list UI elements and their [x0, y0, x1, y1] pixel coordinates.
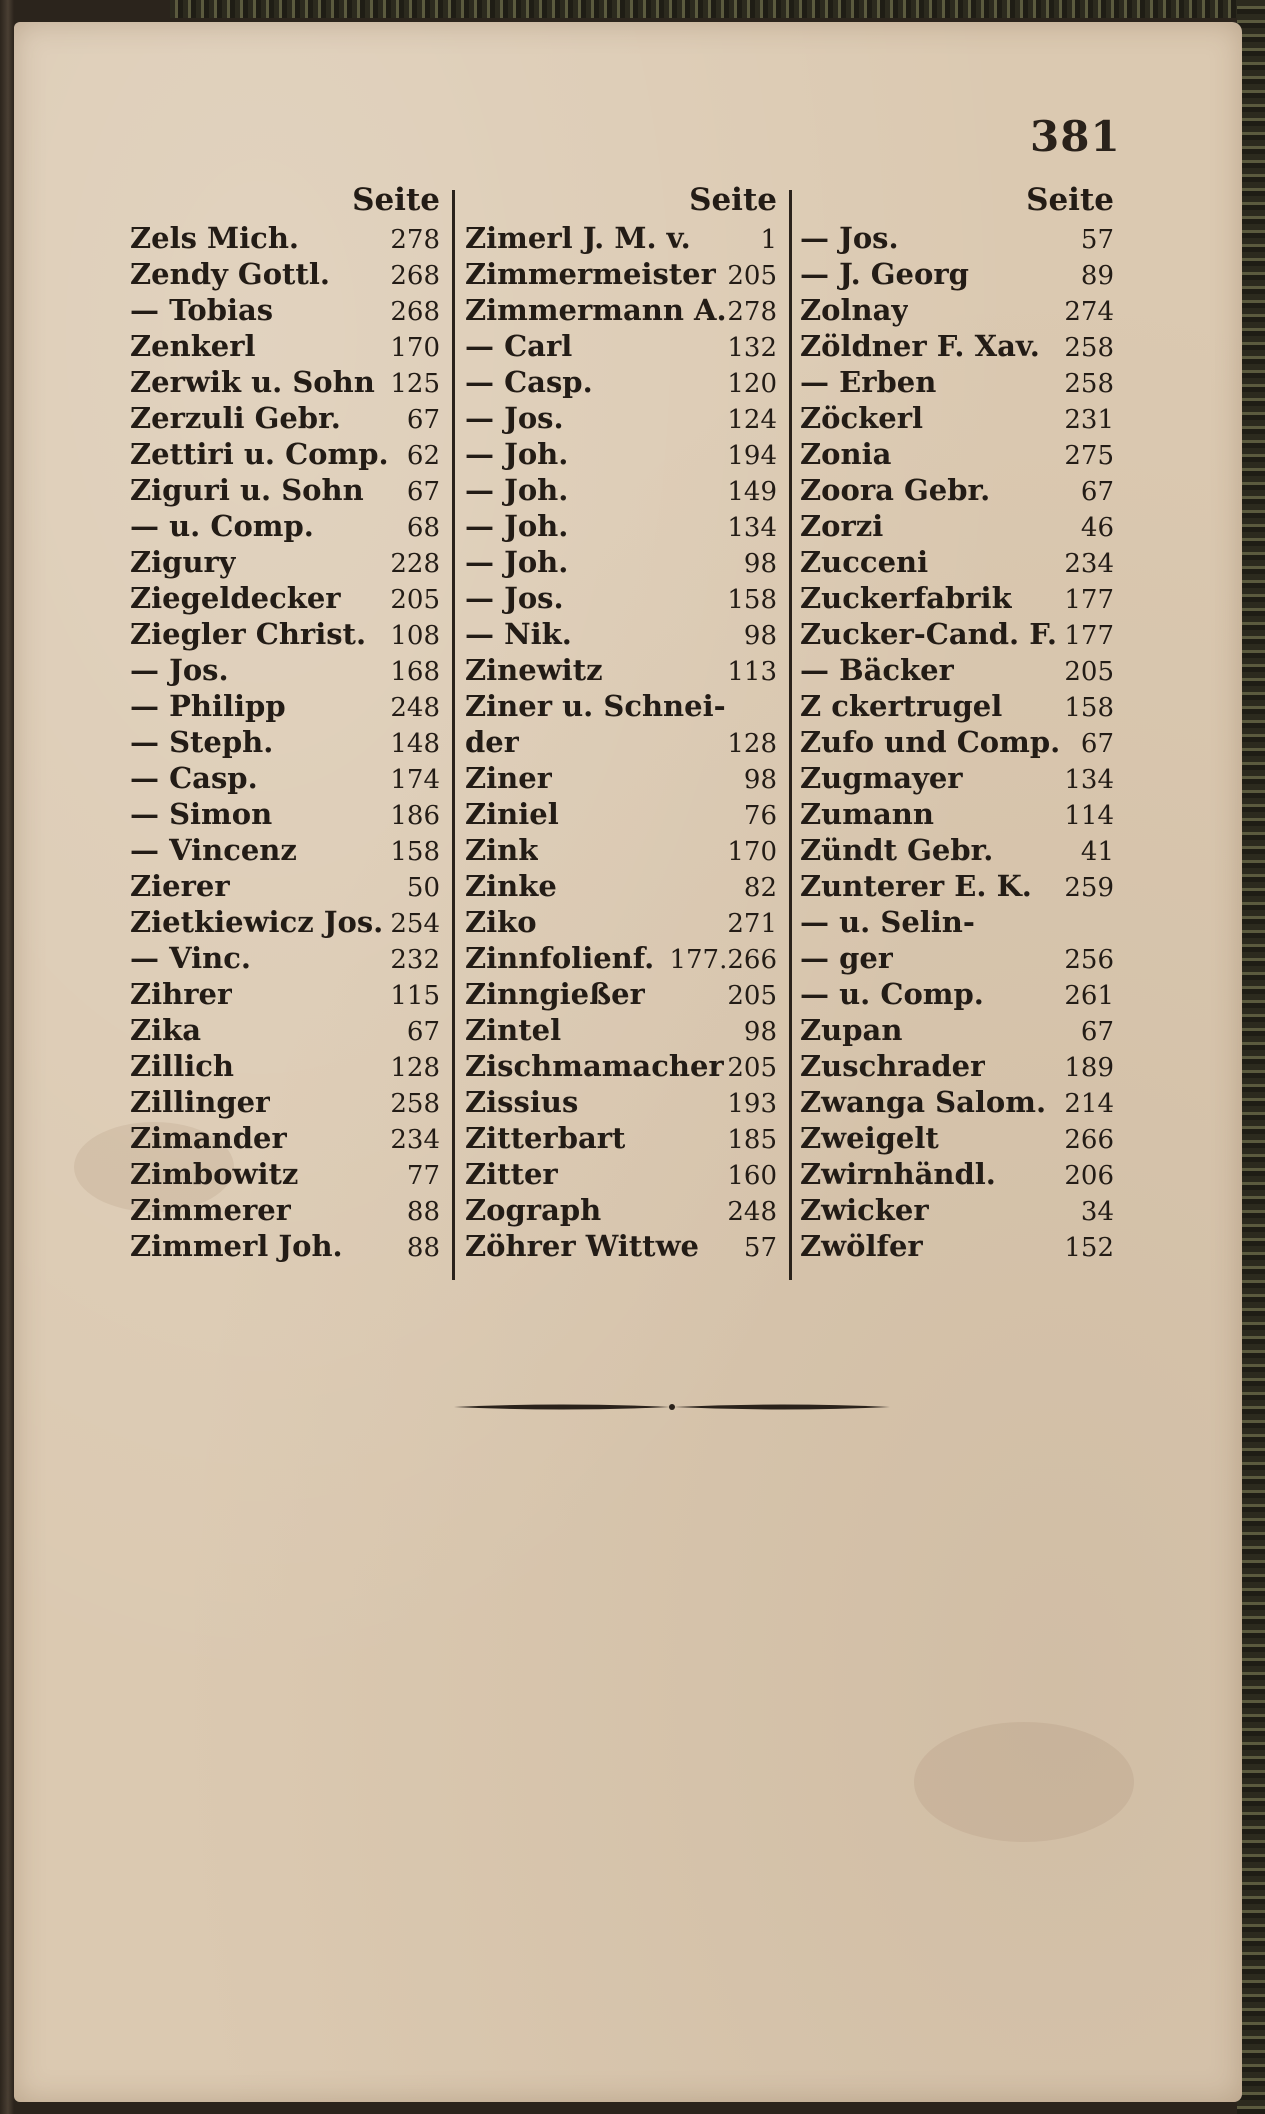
index-entry [130, 1084, 446, 1120]
entry-page: 278 [390, 225, 440, 255]
index-entry [465, 472, 783, 508]
index-entry [465, 1012, 783, 1048]
index-entry [800, 1120, 1120, 1156]
index-column-2 [465, 180, 783, 1264]
entry-name: Zillich [130, 1049, 234, 1083]
entry-page: 174 [390, 765, 440, 795]
entry-name: Zettiri u. Comp. [130, 437, 389, 471]
index-column-1 [130, 180, 446, 1264]
entry-page: 50 [406, 873, 440, 903]
entry-page: 158 [390, 837, 440, 867]
entry-name: Zink [465, 833, 539, 867]
index-entry [130, 616, 446, 652]
index-entry [130, 652, 446, 688]
index-entry [130, 472, 446, 508]
index-entry [465, 1048, 783, 1084]
index-entry [130, 940, 446, 976]
entry-page: 98 [743, 765, 777, 795]
entry-name: Zels Mich. [130, 221, 300, 255]
entry-name: Ziguri u. Sohn [130, 473, 364, 507]
entry-page: 115 [390, 981, 440, 1011]
index-entry [465, 1228, 783, 1264]
entry-name: Ziner u. Schnei- [465, 689, 726, 723]
entry-name: Zwanga Salom. [800, 1085, 1047, 1119]
index-entry [800, 832, 1120, 868]
index-entry [800, 580, 1120, 616]
column-header: Seite [689, 182, 777, 218]
index-rows [465, 220, 783, 1264]
entry-name: Zöldner F. Xav. [800, 329, 1040, 363]
entry-page: 134 [727, 513, 777, 543]
entry-page: 189 [1064, 1053, 1114, 1083]
index-entry [800, 364, 1120, 400]
entry-page: 1 [760, 225, 777, 255]
index-entry [130, 688, 446, 724]
index-entry [130, 868, 446, 904]
index-entry [130, 1192, 446, 1228]
entry-name: Zwirnhändl. [800, 1157, 996, 1191]
index-entry [800, 868, 1120, 904]
entry-name: Zöhrer Wittwe [465, 1229, 699, 1263]
entry-page: 268 [390, 297, 440, 327]
index-entry [465, 436, 783, 472]
index-entry [130, 256, 446, 292]
index-entry [465, 976, 783, 1012]
entry-page: 67 [1080, 729, 1114, 759]
index-entry [130, 1156, 446, 1192]
entry-page: 234 [390, 1125, 440, 1155]
index-entry [465, 760, 783, 796]
index-entry [800, 1156, 1120, 1192]
entry-name: — Joh. [465, 545, 569, 579]
entry-name: Zuschrader [800, 1049, 986, 1083]
entry-name: — J. Georg [800, 257, 969, 291]
entry-page: 120 [727, 369, 777, 399]
index-entry [130, 904, 446, 940]
entry-page: 88 [406, 1197, 440, 1227]
index-entry [130, 580, 446, 616]
index-rows [800, 220, 1120, 1264]
entry-name: Zinke [465, 869, 557, 903]
entry-page: 228 [390, 549, 440, 579]
index-entry [465, 328, 783, 364]
index-entry [800, 940, 1120, 976]
entry-page: 234 [1064, 549, 1114, 579]
entry-name: — Vinc. [130, 941, 251, 975]
index-entry [800, 400, 1120, 436]
entry-page: 98 [743, 621, 777, 651]
entry-name: — u. Comp. [130, 509, 314, 543]
entry-page: 160 [727, 1161, 777, 1191]
entry-page: 232 [390, 945, 440, 975]
entry-page: 256 [1064, 945, 1114, 975]
entry-page: 67 [1080, 1017, 1114, 1047]
entry-page: 214 [1064, 1089, 1114, 1119]
entry-page: 98 [743, 1017, 777, 1047]
entry-name: Zumann [800, 797, 934, 831]
entry-name: Ziko [465, 905, 537, 939]
entry-page: 168 [390, 657, 440, 687]
entry-name: Zika [130, 1013, 202, 1047]
index-entry [130, 364, 446, 400]
entry-name: Zöckerl [800, 401, 924, 435]
index-entry [465, 904, 783, 940]
entry-name: Ziniel [465, 797, 559, 831]
index-entry [465, 832, 783, 868]
index-entry [465, 544, 783, 580]
index-entry [465, 1192, 783, 1228]
entry-page: 57 [743, 1233, 777, 1263]
entry-name: — Vincenz [130, 833, 297, 867]
entry-name: Zufo und Comp. [800, 725, 1061, 759]
index-column-3 [800, 180, 1120, 1264]
entry-name: — Jos. [465, 401, 564, 435]
entry-name: Zenkerl [130, 329, 256, 363]
index-entry [800, 1012, 1120, 1048]
entry-page: 248 [727, 1197, 777, 1227]
entry-name: Zucker-Cand. F. [800, 617, 1057, 651]
entry-name: Z ckertrugel [800, 689, 1003, 723]
index-entry [800, 1192, 1120, 1228]
entry-page: 62 [406, 441, 440, 471]
entry-page: 152 [1064, 1233, 1114, 1263]
index-entry [465, 652, 783, 688]
index-entry [800, 292, 1120, 328]
entry-name: — Nik. [465, 617, 572, 651]
entry-page: 274 [1064, 297, 1114, 327]
entry-name: Ziegeldecker [130, 581, 341, 615]
index-entry [800, 436, 1120, 472]
ornamental-rule [452, 1400, 892, 1414]
index-entry [465, 796, 783, 832]
entry-page: 185 [727, 1125, 777, 1155]
entry-page: 278 [727, 297, 777, 327]
entry-page: 46 [1080, 513, 1114, 543]
entry-page: 170 [390, 333, 440, 363]
entry-name: Zimmerer [130, 1193, 292, 1227]
index-entry [465, 292, 783, 328]
entry-name: Zinnfolienf. [465, 941, 655, 975]
entry-name: — Bäcker [800, 653, 954, 687]
entry-name: — u. Comp. [800, 977, 984, 1011]
entry-name: — Tobias [130, 293, 274, 327]
index-entry [800, 976, 1120, 1012]
entry-page: 170 [727, 837, 777, 867]
entry-name: Zimbowitz [130, 1157, 299, 1191]
index-entry [130, 292, 446, 328]
index-entry [800, 220, 1120, 256]
entry-name: Zierer [130, 869, 230, 903]
entry-name: — Jos. [800, 221, 899, 255]
entry-page: 177 [1064, 585, 1114, 615]
entry-page: 67 [406, 405, 440, 435]
entry-page: 89 [1080, 261, 1114, 291]
index-rows [130, 220, 446, 1264]
entry-page: 67 [406, 477, 440, 507]
entry-page: 258 [1064, 333, 1114, 363]
index-entry [130, 1012, 446, 1048]
entry-name: Zucceni [800, 545, 929, 579]
entry-page: 149 [727, 477, 777, 507]
entry-name: Zograph [465, 1193, 602, 1227]
entry-page: 205 [727, 1053, 777, 1083]
index-entry [130, 436, 446, 472]
entry-name: — Steph. [130, 725, 274, 759]
entry-name: — Simon [130, 797, 273, 831]
entry-name: Zimmermann A. [465, 293, 727, 327]
entry-name: — Joh. [465, 473, 569, 507]
index-entry [800, 616, 1120, 652]
index-entry [130, 796, 446, 832]
column-header: Seite [1026, 182, 1114, 218]
entry-name: Zerwik u. Sohn [130, 365, 375, 399]
entry-name: Zischmamacher [465, 1049, 724, 1083]
index-entry [130, 1048, 446, 1084]
entry-name: — Carl [465, 329, 573, 363]
entry-name: — ger [800, 941, 894, 975]
index-entry [465, 724, 783, 760]
entry-name: Zuckerfabrik [800, 581, 1012, 615]
entry-page: 113 [727, 657, 777, 687]
entry-page: 67 [1080, 477, 1114, 507]
entry-name: — Erben [800, 365, 937, 399]
entry-page: 125 [390, 369, 440, 399]
entry-name: Zugmayer [800, 761, 963, 795]
entry-name: — Casp. [465, 365, 593, 399]
index-entry [130, 220, 446, 256]
index-entry [800, 688, 1120, 724]
entry-name: Zimerl J. M. v. [465, 221, 691, 255]
index-entry [800, 760, 1120, 796]
entry-page: 34 [1080, 1197, 1114, 1227]
entry-name: — Philipp [130, 689, 286, 723]
entry-page: 68 [406, 513, 440, 543]
entry-page: 57 [1080, 225, 1114, 255]
entry-page: 261 [1064, 981, 1114, 1011]
entry-page: 128 [727, 729, 777, 759]
index-entry [800, 724, 1120, 760]
entry-name: Zupan [800, 1013, 903, 1047]
index-entry [465, 256, 783, 292]
entry-name: Zerzuli Gebr. [130, 401, 341, 435]
entry-name: Zonia [800, 437, 892, 471]
entry-page: 194 [727, 441, 777, 471]
entry-page: 124 [727, 405, 777, 435]
entry-name: Zitter [465, 1157, 558, 1191]
entry-page: 82 [743, 873, 777, 903]
index-entry [130, 508, 446, 544]
entry-name: Zündt Gebr. [800, 833, 994, 867]
entry-name: — Joh. [465, 509, 569, 543]
index-entry [800, 256, 1120, 292]
entry-name: der [465, 725, 520, 759]
index-entry [130, 1120, 446, 1156]
entry-page: 205 [727, 981, 777, 1011]
entry-page: 158 [1064, 693, 1114, 723]
entry-name: Zihrer [130, 977, 233, 1011]
entry-name: — Joh. [465, 437, 569, 471]
entry-page: 132 [727, 333, 777, 363]
entry-name: Zintel [465, 1013, 562, 1047]
entry-page: 134 [1064, 765, 1114, 795]
entry-page: 275 [1064, 441, 1114, 471]
index-entry [800, 472, 1120, 508]
index-entry [465, 364, 783, 400]
index-entry [130, 760, 446, 796]
entry-name: Zoora Gebr. [800, 473, 991, 507]
entry-name: Zwicker [800, 1193, 929, 1227]
entry-name: Zissius [465, 1085, 579, 1119]
index-entry [800, 796, 1120, 832]
entry-name: Zinngießer [465, 977, 645, 1011]
index-entry [130, 1228, 446, 1264]
entry-page: 76 [743, 801, 777, 831]
index-entry [800, 1228, 1120, 1264]
index-entry [465, 940, 783, 976]
entry-name: Zimander [130, 1121, 287, 1155]
entry-page: 258 [390, 1089, 440, 1119]
index-entry [465, 1156, 783, 1192]
entry-name: — u. Selin- [800, 905, 975, 939]
index-entry [800, 544, 1120, 580]
index-entry [130, 328, 446, 364]
index-entry [800, 652, 1120, 688]
entry-name: Zorzi [800, 509, 884, 543]
entry-page: 186 [390, 801, 440, 831]
entry-name: Zimmerl Joh. [130, 1229, 343, 1263]
index-entry [465, 1120, 783, 1156]
index-entry [465, 616, 783, 652]
entry-page: 88 [406, 1233, 440, 1263]
index-entry [130, 724, 446, 760]
index-entry [465, 400, 783, 436]
entry-page: 248 [390, 693, 440, 723]
column-divider [452, 190, 455, 1280]
entry-page: 268 [390, 261, 440, 291]
index-entry [800, 508, 1120, 544]
entry-page: 148 [390, 729, 440, 759]
entry-page: 98 [743, 549, 777, 579]
entry-page: 41 [1080, 837, 1114, 867]
entry-name: — Casp. [130, 761, 258, 795]
book-cover-top-edge [170, 0, 1250, 18]
index-entry [465, 580, 783, 616]
entry-name: Zwölfer [800, 1229, 923, 1263]
entry-page: 193 [727, 1089, 777, 1119]
entry-page: 271 [727, 909, 777, 939]
entry-page: 205 [727, 261, 777, 291]
index-entry [800, 1084, 1120, 1120]
paper-stain [914, 1722, 1134, 1842]
index-entry [465, 868, 783, 904]
index-entry [800, 904, 1120, 940]
index-entry [800, 1048, 1120, 1084]
index-entry [130, 544, 446, 580]
entry-page: 114 [1064, 801, 1114, 831]
index-entry [465, 1084, 783, 1120]
entry-page: 158 [727, 585, 777, 615]
entry-page: 128 [390, 1053, 440, 1083]
entry-name: Ziner [465, 761, 552, 795]
entry-name: Zinewitz [465, 653, 603, 687]
entry-page: 77 [406, 1161, 440, 1191]
entry-page: 205 [1064, 657, 1114, 687]
entry-page: 205 [390, 585, 440, 615]
entry-page: 206 [1064, 1161, 1114, 1191]
entry-name: Zillinger [130, 1085, 271, 1119]
entry-page: 108 [390, 621, 440, 651]
entry-page: 177 [1064, 621, 1114, 651]
entry-page: 231 [1064, 405, 1114, 435]
index-entry [465, 688, 783, 724]
entry-page: 258 [1064, 369, 1114, 399]
entry-page: 254 [390, 909, 440, 939]
entry-name: Zigury [130, 545, 236, 579]
index-entry [130, 976, 446, 1012]
index-entry [465, 508, 783, 544]
index-entry [130, 832, 446, 868]
index-entry [800, 328, 1120, 364]
entry-name: Zitterbart [465, 1121, 626, 1155]
entry-name: Zweigelt [800, 1121, 939, 1155]
entry-name: — Jos. [130, 653, 229, 687]
entry-name: Zendy Gottl. [130, 257, 330, 291]
column-divider [789, 190, 792, 1280]
entry-name: Zimmermeister [465, 257, 716, 291]
entry-page: 67 [406, 1017, 440, 1047]
index-entry [465, 220, 783, 256]
entry-name: Ziegler Christ. [130, 617, 367, 651]
entry-page: 177.266 [669, 945, 777, 975]
entry-name: Zolnay [800, 293, 909, 327]
entry-name: Zietkiewicz Jos. [130, 905, 384, 939]
index-entry [130, 400, 446, 436]
entry-page: 266 [1064, 1125, 1114, 1155]
page-number: 381 [1030, 112, 1121, 161]
entry-name: Zunterer E. K. [800, 869, 1032, 903]
entry-name: — Jos. [465, 581, 564, 615]
column-header: Seite [352, 182, 440, 218]
entry-page: 259 [1064, 873, 1114, 903]
